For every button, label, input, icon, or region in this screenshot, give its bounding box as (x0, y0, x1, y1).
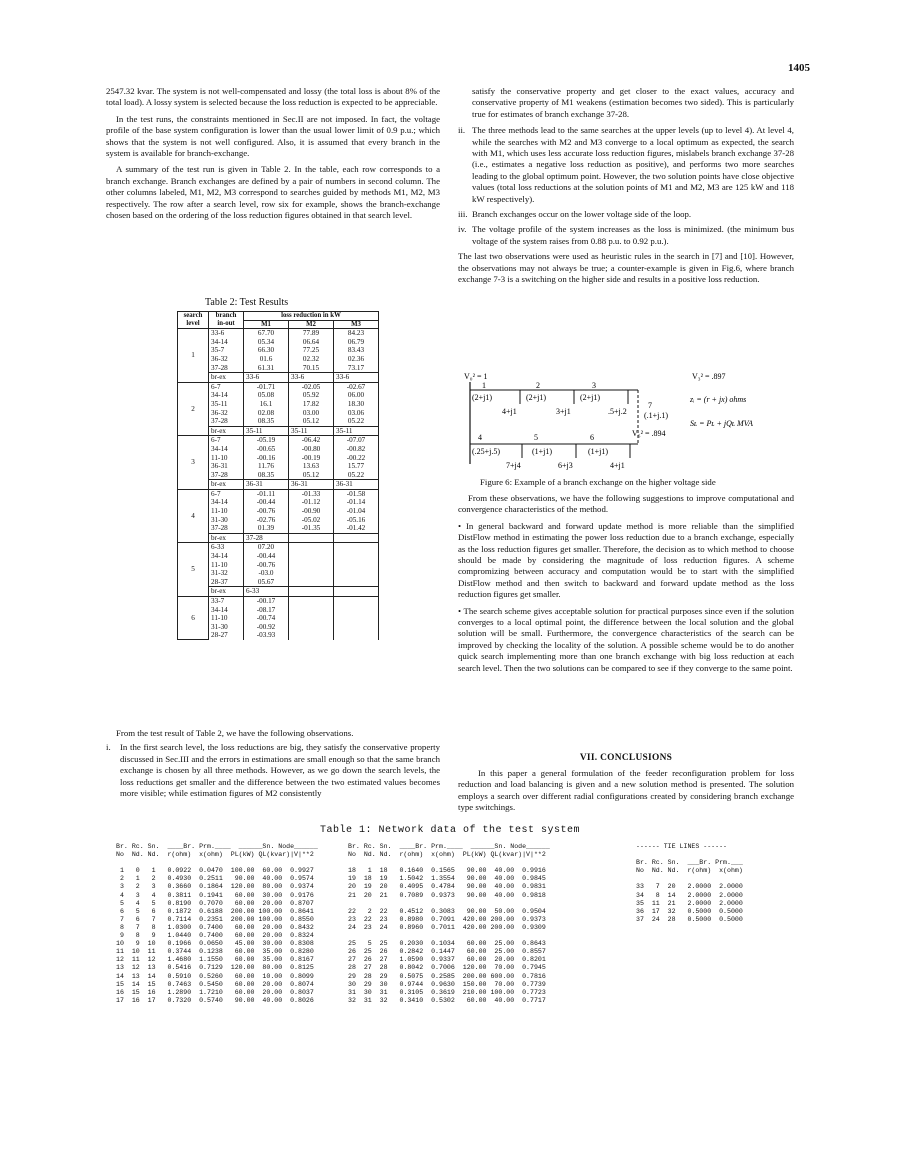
value-cell: 18.30 (334, 400, 379, 409)
table-row (178, 614, 379, 623)
fig-label: 4+j1 (610, 461, 625, 470)
value-cell: -00.17 (244, 597, 289, 606)
value-cell: -00.82 (334, 445, 379, 454)
suggestion-bullet: • The search scheme gives acceptable solution for practical purposes since even if the solution converges to a local optimal point, the difference between the local solution and the global solution will be small. Furthermore, the convergence characteristics of the search can be improved by checking the locality of the solution. A possible scheme would be to do another quick search implementing more than one branch exchange with big loss reduction at each search level. Then the two solutions can be compared to see if they converge to the same point. (458, 605, 794, 673)
value-cell (289, 631, 334, 640)
branch-cell: 36-32 (209, 355, 244, 364)
branch-cell: 6-33 (209, 543, 244, 552)
header-cell: M1 (244, 320, 289, 329)
table-row (178, 561, 379, 570)
branch-cell: br-ex (209, 373, 244, 383)
branch-cell: 37-28 (209, 417, 244, 426)
table-row (178, 409, 379, 418)
table-row (178, 382, 379, 391)
branch-cell: 37-28 (209, 471, 244, 480)
value-cell: -01.42 (334, 524, 379, 533)
fig-label: 1 (482, 381, 486, 390)
section-heading: VII. CONCLUSIONS (579, 753, 673, 763)
level-cell: 3 (178, 436, 209, 490)
value-cell: 84.23 (334, 329, 379, 338)
fig-label: (.25+j.5) (472, 447, 501, 456)
value-cell: 6-33 (244, 587, 289, 597)
value-cell: 77.25 (289, 346, 334, 355)
branch-cell: br-ex (209, 480, 244, 490)
value-cell: -01.58 (334, 489, 379, 498)
value-cell (289, 606, 334, 615)
fig-label: (2+j1) (580, 393, 601, 402)
value-cell: 61.31 (244, 364, 289, 373)
value-cell (334, 597, 379, 606)
value-cell: 83.43 (334, 346, 379, 355)
value-cell: 07.20 (244, 543, 289, 552)
table-row (178, 498, 379, 507)
value-cell: 11.76 (244, 462, 289, 471)
suggestion-bullet: • In general backward and forward update method is more reliable than the simplified DistFlow method in estimating the power loss reduction due to a branch exchange, especially as the loss reduction figures get smaller. Therefore, the decision as to which method to choose should be made by considering the magnitude of loss reduction figures. A scheme compromizing between accuracy and computation would be to start with the simplified DistFlow method and then switch to backward and forward update method as the loss reduction figures get smaller. (458, 520, 794, 600)
fig-label: (.1+j.1) (644, 411, 669, 420)
table-row (178, 445, 379, 454)
paragraph: From these observations, we have the following suggestions to improve computational and convergence characteristics of the method. (458, 493, 794, 515)
value-cell (334, 552, 379, 561)
branch-cell: 34-14 (209, 445, 244, 454)
table-row (178, 569, 379, 578)
paragraph: In this paper a general formulation of the feeder reconfiguration problem for loss reduction and load balancing is given and a new solution method is presented. The solution employs a search over different radial configurations created by considering branch exchange type switchings. (458, 768, 794, 813)
value-cell: 15.77 (334, 462, 379, 471)
value-cell: -01.35 (289, 524, 334, 533)
table-row (178, 436, 379, 445)
branch-cell: 11-10 (209, 454, 244, 463)
fig-label: 6+j3 (558, 461, 573, 470)
fig-label: (1+j1) (532, 447, 553, 456)
value-cell: -01.04 (334, 507, 379, 516)
branch-cell: 33-7 (209, 597, 244, 606)
value-cell: 67.70 (244, 329, 289, 338)
value-cell (289, 597, 334, 606)
value-cell: 35-11 (244, 426, 289, 436)
value-cell (334, 561, 379, 570)
value-cell: 35-11 (334, 426, 379, 436)
value-cell (334, 587, 379, 597)
table-row (178, 338, 379, 347)
table-row (178, 516, 379, 525)
value-cell: -00.90 (289, 507, 334, 516)
value-cell (334, 623, 379, 632)
value-cell: 13.63 (289, 462, 334, 471)
table1-tie-lines: ------ TIE LINES ------ Br. Rc. Sn. ___Br. Prm.___ No Nd. Nd. r(ohm) x(ohm) 33 7 20 2.0000 2.0000 34 8 14 2.0000 2.0000 35 11 21 2.0000 2.0000 36 17 32 0.5000 0.5000 37 24 28 0.5000 0.5000 (636, 843, 743, 923)
page-number: 1405 (788, 62, 810, 74)
value-cell: 01.6 (244, 355, 289, 364)
fig-label: 2 (536, 381, 540, 390)
table-row (178, 597, 379, 606)
header-cell: search level (178, 312, 209, 329)
observation-iii (458, 209, 794, 220)
branch-cell: 35-7 (209, 346, 244, 355)
value-cell (334, 606, 379, 615)
list-marker: ii. (458, 125, 466, 136)
table2 (177, 311, 379, 640)
value-cell: -06.42 (289, 436, 334, 445)
value-cell: 77.89 (289, 329, 334, 338)
table-row (178, 329, 379, 338)
fig-equation: zᵢ = (r + jx) ohms (690, 395, 747, 404)
table-row (178, 364, 379, 373)
fig-label: 6 (590, 433, 594, 442)
value-cell: 03.06 (334, 409, 379, 418)
fig-label: V₆² = .894 (632, 429, 666, 438)
value-cell: 08.35 (244, 417, 289, 426)
header-cell: branch in-out (209, 312, 244, 329)
table-row (178, 606, 379, 615)
branch-exchange-row (178, 373, 379, 383)
list-text: In the first search level, the loss reductions are big, they satisfy the conservative property discussed in Sec.III and the errors in estimations are small enough so that the same branch exchange is chosen by all three methods. However, as we go down the search levels, the loss reductions get smaller and the difference between the two estimated values becomes more visible; while estimation figures of M2 consistently (120, 742, 440, 799)
table-row (178, 507, 379, 516)
paragraph: In the test runs, the constraints mentioned in Sec.II are not imposed. In fact, the voltage profile of the base system configuration is lower than the usual lower limit of 0.9 p.u.; which shows that the system is not well configured. Also, it is assumed that every branch in the system is available for branch-exchange. (106, 113, 440, 159)
table-row (178, 524, 379, 533)
value-cell: 16.1 (244, 400, 289, 409)
value-cell: -01.12 (289, 498, 334, 507)
fig-label: V₃² = .897 (692, 372, 726, 381)
value-cell: -00.16 (244, 454, 289, 463)
value-cell: 02.08 (244, 409, 289, 418)
header-cell: loss reduction in kW (244, 312, 379, 321)
value-cell: 05.08 (244, 391, 289, 400)
value-cell: -00.65 (244, 445, 289, 454)
header-cell: M2 (289, 320, 334, 329)
paragraph: From the test result of Table 2, we have the following observations. (116, 728, 354, 738)
branch-cell: 37-28 (209, 364, 244, 373)
value-cell: 33-6 (334, 373, 379, 383)
branch-cell: 11-10 (209, 561, 244, 570)
table2-caption: Table 2: Test Results (205, 297, 289, 308)
value-cell: 36-31 (334, 480, 379, 490)
value-cell: -02.05 (289, 382, 334, 391)
observation-iv (458, 224, 794, 247)
table-row (178, 346, 379, 355)
branch-cell: 11-10 (209, 614, 244, 623)
fig-label: 5 (534, 433, 538, 442)
paragraph: The last two observations were used as heuristic rules in the search in [7] and [10]. However, the observations may not always be true; a counter-example is given in Fig.6, where branch exchange 7-3 is a switching on the higher side and results in a positive loss reduction. (458, 251, 794, 285)
paragraph: A summary of the test run is given in Table 2. In the table, each row corresponds to a branch exchange. Branch exchanges are defined by a pair of numbers in second column. The other columns labeled, M1, M2, M3 correspond to searches guided by methods M1, M2, M3 respectively. The row after a search level, row six for example, shows the branch-exchange chosen based on the ordering of the loss reduction figures obtained in that search level. (106, 164, 440, 221)
fig-label: (2+j1) (472, 393, 493, 402)
value-cell: -05.16 (334, 516, 379, 525)
value-cell: 05.22 (334, 417, 379, 426)
fig-equation: Sʟ = Pʟ + jQʟ MVA (690, 419, 753, 428)
value-cell: -08.17 (244, 606, 289, 615)
table-row (178, 355, 379, 364)
value-cell: -00.92 (244, 623, 289, 632)
list-text: The voltage profile of the system increases as the loss is minimized. (the minimum bus voltage of the system raises from 0.88 p.u. to 0.92 p.u.). (472, 224, 794, 246)
value-cell (334, 578, 379, 587)
value-cell: 35-11 (289, 426, 334, 436)
fig-label: (1+j1) (588, 447, 609, 456)
value-cell: -01.14 (334, 498, 379, 507)
branch-cell: 33-6 (209, 329, 244, 338)
value-cell (334, 569, 379, 578)
fig-label: V₀² = 1 (464, 372, 488, 381)
branch-exchange-row (178, 533, 379, 543)
value-cell: 01.39 (244, 524, 289, 533)
value-cell: -05.02 (289, 516, 334, 525)
value-cell (289, 569, 334, 578)
branch-cell: 34-14 (209, 498, 244, 507)
list-text: Branch exchanges occur on the lower voltage side of the loop. (472, 209, 692, 220)
value-cell: -00.22 (334, 454, 379, 463)
list-marker: iv. (458, 224, 467, 235)
table-row (178, 552, 379, 561)
paragraph: satisfy the conservative property and get closer to the exact values, accuracy and conservative property of M1 weakens (estimation becomes two sided). This is particularly true for estimates of branch exchange 37-28. (472, 86, 794, 119)
level-cell: 2 (178, 382, 209, 436)
table-row (178, 631, 379, 640)
value-cell (289, 533, 334, 543)
value-cell: 33-6 (289, 373, 334, 383)
right-column (458, 86, 794, 291)
value-cell: -00.19 (289, 454, 334, 463)
branch-cell: 37-28 (209, 524, 244, 533)
table1-block-b: Br. Rc. Sn. ____Br. Prm.____ ______Sn. Node______ No Nd. Nd. r(ohm) x(ohm) PL(kW) QL(kvar)|V|**2 18 1 18 0.1640 0.1565 90.00 40.00 0.9916 19 18 19 1.5042 1.3554 90.00 40.00 0.9845 20 19 20 0.4095 0.4784 90.00 40.00 0.9831 21 20 21 0.7089 0.9373 90.00 40.00 0.9818 22 2 22 0.4512 0.3083 90.00 50.00 0.9504 23 22 23 0.8980 0.7091 420.00 200.00 0.9373 24 23 24 0.8960 0.7011 420.00 200.00 0.9309 25 5 25 0.2030 0.1034 60.00 25.00 0.8643 26 25 26 0.2842 0.1447 60.00 25.00 0.8557 27 26 27 1.0590 0.9337 60.00 20.00 0.8201 28 27 28 0.8042 0.7006 120.00 70.00 0.7945 29 28 29 0.5075 0.2585 200.00 600.00 0.7816 30 29 30 0.9744 0.9630 150.00 70.00 0.7739 31 30 31 0.3105 0.3619 210.00 100.00 0.7723 32 31 32 0.3410 0.5302 60.00 40.00 0.7717 (348, 843, 550, 1004)
value-cell (289, 587, 334, 597)
level-cell: 6 (178, 597, 209, 640)
value-cell: 37-28 (244, 533, 289, 543)
branch-cell: 6-7 (209, 436, 244, 445)
branch-cell: 36-32 (209, 409, 244, 418)
value-cell: -05.19 (244, 436, 289, 445)
level-cell: 4 (178, 489, 209, 543)
branch-exchange-row (178, 426, 379, 436)
table-row (178, 623, 379, 632)
value-cell: 36-31 (289, 480, 334, 490)
fig-label: 4+j1 (502, 407, 517, 416)
value-cell (289, 614, 334, 623)
value-cell: -01.33 (289, 489, 334, 498)
value-cell (334, 614, 379, 623)
fig-label: .5+j.2 (608, 407, 627, 416)
branch-cell: br-ex (209, 587, 244, 597)
value-cell: 05.92 (289, 391, 334, 400)
fig-label: 3 (592, 381, 596, 390)
branch-cell: 6-7 (209, 382, 244, 391)
value-cell: -00.44 (244, 498, 289, 507)
value-cell: 02.32 (289, 355, 334, 364)
value-cell: 06.64 (289, 338, 334, 347)
value-cell: 03.00 (289, 409, 334, 418)
paragraph: 2547.32 kvar. The system is not well-compensated and lossy (the total loss is about 8% of the total load). A lossy system is selected because the loss reduction is expected to be appreciable. (106, 86, 440, 108)
suggestions (458, 493, 794, 679)
table-row (178, 489, 379, 498)
fig-label: 7 (648, 401, 652, 410)
value-cell (334, 533, 379, 543)
table-header-row (178, 312, 379, 321)
branch-cell: 31-32 (209, 569, 244, 578)
branch-exchange-row (178, 480, 379, 490)
list-marker: iii. (458, 209, 468, 220)
branch-cell: br-ex (209, 533, 244, 543)
fig-label: 7+j4 (506, 461, 521, 470)
table-row (178, 391, 379, 400)
value-cell (289, 561, 334, 570)
figure6-diagram (462, 370, 792, 478)
value-cell: 17.82 (289, 400, 334, 409)
branch-cell: 35-11 (209, 400, 244, 409)
branch-cell: 11-10 (209, 507, 244, 516)
value-cell: 33-6 (244, 373, 289, 383)
table-row (178, 454, 379, 463)
value-cell: 05.22 (334, 471, 379, 480)
list-marker: i. (106, 742, 111, 753)
table-row (178, 417, 379, 426)
value-cell: -03.93 (244, 631, 289, 640)
conclusions-text (458, 768, 794, 814)
table-row (178, 471, 379, 480)
branch-cell: 34-14 (209, 606, 244, 615)
value-cell (289, 543, 334, 552)
value-cell: -00.44 (244, 552, 289, 561)
fig-label: (2+j1) (526, 393, 547, 402)
value-cell: -00.76 (244, 561, 289, 570)
branch-cell: 31-30 (209, 623, 244, 632)
value-cell (334, 631, 379, 640)
branch-cell: 36-31 (209, 462, 244, 471)
table-row (178, 543, 379, 552)
branch-cell: br-ex (209, 426, 244, 436)
list-text: The three methods lead to the same searches at the upper levels (up to level 4). At level 4, while the searches with M2 and M3 converge to a local optimum as expected, the search with M1, which uses less accurate loss reduction figures, mislabels branch exchange 37-28 (i.e., estimates a negative loss reduction as positive), and performs two more searches leading to the global optimum point. However, the two solution points have close objective values (total loss reductions at the solution points of M1 and M2, M3 are 125 kW and 118 kW respectively). (472, 125, 794, 204)
observations-intro (106, 728, 440, 803)
value-cell (334, 543, 379, 552)
value-cell: 73.17 (334, 364, 379, 373)
value-cell (289, 552, 334, 561)
value-cell: -00.80 (289, 445, 334, 454)
value-cell: 05.12 (289, 417, 334, 426)
table1-block-a: Br. Rc. Sn. ____Br. Prm.____ ______Sn. Node______ No Nd. Nd. r(ohm) x(ohm) PL(kW) QL(kvar)|V|**2 1 0 1 0.0922 0.0470 100.00 60.00 0.9927 2 1 2 0.4930 0.2511 90.00 40.00 0.9574 3 2 3 0.3660 0.1864 120.00 80.00 0.9374 4 3 4 0.3811 0.1941 60.00 30.00 0.9176 5 4 5 0.8190 0.7070 60.00 20.00 0.8707 6 5 6 0.1872 0.6188 200.00 100.00 0.8641 7 6 7 0.7114 0.2351 200.00 100.00 0.8550 8 7 8 1.0300 0.7400 60.00 20.00 0.8432 9 8 9 1.0440 0.7400 60.00 20.00 0.8324 10 9 10 0.1966 0.0650 45.00 30.00 0.8308 11 10 11 0.3744 0.1238 60.00 35.00 0.8280 12 11 12 1.4680 1.1550 60.00 35.00 0.8167 13 12 13 0.5416 0.7129 120.00 80.00 0.8125 14 13 14 0.5910 0.5260 60.00 10.00 0.8099 15 14 15 0.7463 0.5450 60.00 20.00 0.8074 16 15 16 1.2890 1.7210 60.00 20.00 0.8037 17 16 17 0.7320 0.5740 90.00 40.00 0.8026 (116, 843, 318, 1004)
branch-exchange-row (178, 587, 379, 597)
level-cell: 5 (178, 543, 209, 597)
fig-label: 3+j1 (556, 407, 571, 416)
value-cell: -07.07 (334, 436, 379, 445)
value-cell: 05.34 (244, 338, 289, 347)
value-cell: 05.12 (289, 471, 334, 480)
branch-cell: 6-7 (209, 489, 244, 498)
table-row (178, 462, 379, 471)
value-cell (289, 578, 334, 587)
value-cell: 05.67 (244, 578, 289, 587)
left-column (106, 86, 440, 226)
value-cell: -01.11 (244, 489, 289, 498)
value-cell (289, 623, 334, 632)
value-cell: 02.36 (334, 355, 379, 364)
level-cell: 1 (178, 329, 209, 383)
value-cell: -00.74 (244, 614, 289, 623)
header-cell: M3 (334, 320, 379, 329)
table-row (178, 578, 379, 587)
value-cell: 36-31 (244, 480, 289, 490)
figure6-caption: Figure 6: Example of a branch exchange on the higher voltage side (480, 477, 716, 487)
branch-cell: 34-14 (209, 552, 244, 561)
value-cell: 06.79 (334, 338, 379, 347)
value-cell: 70.15 (289, 364, 334, 373)
table1-title: Table 1: Network data of the test system (319, 825, 581, 836)
observation-i (106, 742, 440, 799)
branch-cell: 31-30 (209, 516, 244, 525)
value-cell: -02.76 (244, 516, 289, 525)
value-cell: 66.30 (244, 346, 289, 355)
value-cell: -01.71 (244, 382, 289, 391)
observation-ii (458, 125, 794, 205)
fig-label: 4 (478, 433, 482, 442)
value-cell: -03.0 (244, 569, 289, 578)
value-cell: -02.67 (334, 382, 379, 391)
branch-cell: 34-14 (209, 338, 244, 347)
value-cell: -00.76 (244, 507, 289, 516)
branch-cell: 28-37 (209, 578, 244, 587)
value-cell: 06.00 (334, 391, 379, 400)
value-cell: 08.35 (244, 471, 289, 480)
branch-cell: 28-27 (209, 631, 244, 640)
branch-cell: 34-14 (209, 391, 244, 400)
table-row (178, 400, 379, 409)
